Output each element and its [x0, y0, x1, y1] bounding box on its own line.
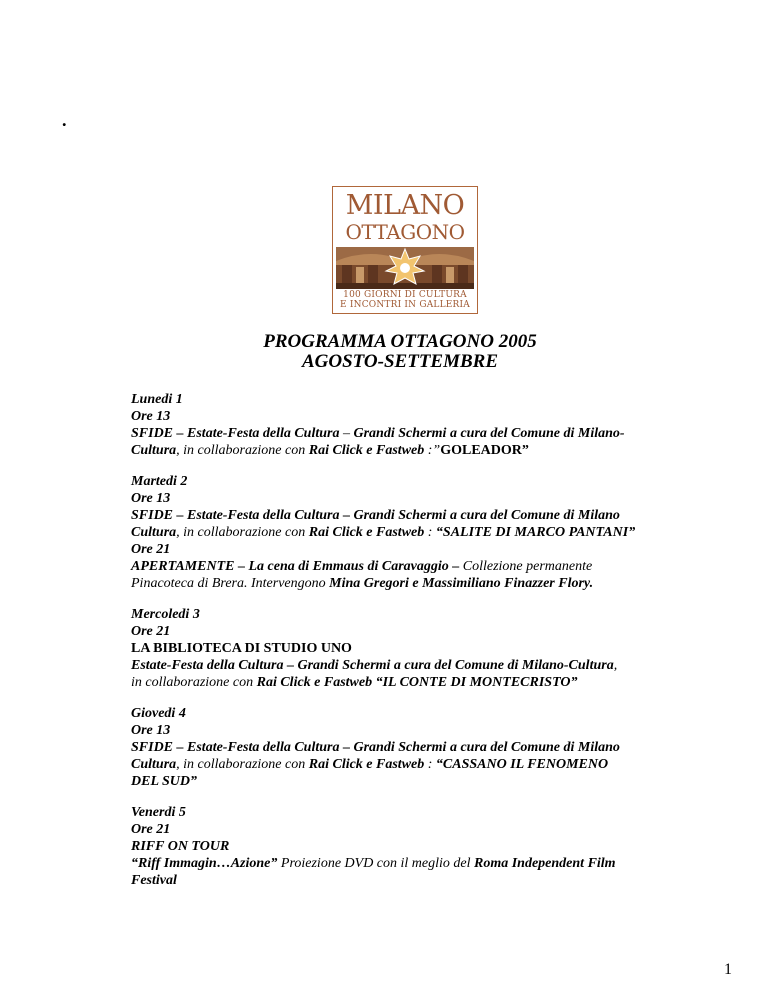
entry-line: Cultura, in collaborazione con Rai Click e Fastweb :”GOLEADOR”: [131, 443, 529, 458]
logo-line-ottagono: OTTAGONO: [345, 220, 465, 244]
entry-line: Festival: [131, 873, 177, 888]
entry-time: Ore 21: [131, 542, 171, 557]
logo-line-milano: MILANO: [345, 190, 465, 221]
entry-line: Cultura, in collaborazione con Rai Click e Fastweb : “CASSANO IL FENOMENO: [131, 757, 609, 772]
entry-line: “Riff Immagin…Azione” Proiezione DVD con il meglio del Roma Independent Film: [131, 856, 616, 871]
page-title: PROGRAMMA OTTAGONO 2005: [263, 331, 537, 352]
logo-tagline-2: E INCONTRI IN GALLERIA: [340, 300, 470, 310]
bullet-dot: .: [62, 110, 67, 130]
entry-time: Ore 13: [131, 491, 171, 506]
program-entry-1: [131, 391, 716, 459]
entry-time: Ore 21: [131, 822, 171, 837]
entry-line: Estate-Festa della Cultura – Grandi Schermi a cura del Comune di Milano-Cultura,: [131, 658, 618, 673]
entry-line: APERTAMENTE – La cena di Emmaus di Caravaggio – Collezione permanente: [131, 559, 593, 574]
entry-line: RIFF ON TOUR: [131, 839, 230, 854]
entry-day: Martedi 2: [131, 474, 188, 489]
entry-line: Cultura, in collaborazione con Rai Click e Fastweb : “SALITE DI MARCO PANTANI”: [131, 525, 636, 540]
page-number: 1: [724, 961, 732, 978]
program-entry-2: [131, 473, 716, 592]
entry-time: Ore 21: [131, 624, 171, 639]
logo-title-block: [333, 187, 477, 247]
program-entry-3: [131, 606, 716, 691]
entry-time: Ore 13: [131, 409, 171, 424]
entry-line: SFIDE – Estate-Festa della Cultura – Grandi Schermi a cura del Comune di Milano: [131, 508, 620, 523]
logo-tagline: [333, 290, 477, 310]
galleria-photo-icon: [336, 247, 474, 289]
program-entry-4: [131, 705, 716, 790]
program-list: [131, 391, 716, 903]
entry-line: SFIDE – Estate-Festa della Cultura – Grandi Schermi a cura del Comune di Milano-: [131, 426, 625, 441]
entry-day: Lunedi 1: [131, 392, 183, 407]
entry-time: Ore 13: [131, 723, 171, 738]
program-entry-5: [131, 804, 716, 889]
entry-day: Mercoledi 3: [131, 607, 200, 622]
entry-line: in collaborazione con Rai Click e Fastweb “IL CONTE DI MONTECRISTO”: [131, 675, 578, 690]
logo-tagline-1: 100 GIORNI DI CULTURA: [343, 290, 467, 300]
page-subtitle: AGOSTO-SETTEMBRE: [301, 351, 499, 372]
entry-line: Pinacoteca di Brera. Intervengono Mina Gregori e Massimiliano Finazzer Flory.: [131, 576, 594, 591]
entry-day: Venerdi 5: [131, 805, 186, 820]
entry-day: Giovedi 4: [131, 706, 186, 721]
milano-ottagono-logo: [332, 186, 478, 314]
entry-line: LA BIBLIOTECA DI STUDIO UNO: [131, 641, 352, 656]
entry-line: SFIDE – Estate-Festa della Cultura – Grandi Schermi a cura del Comune di Milano: [131, 740, 620, 755]
entry-line: DEL SUD”: [131, 774, 197, 789]
